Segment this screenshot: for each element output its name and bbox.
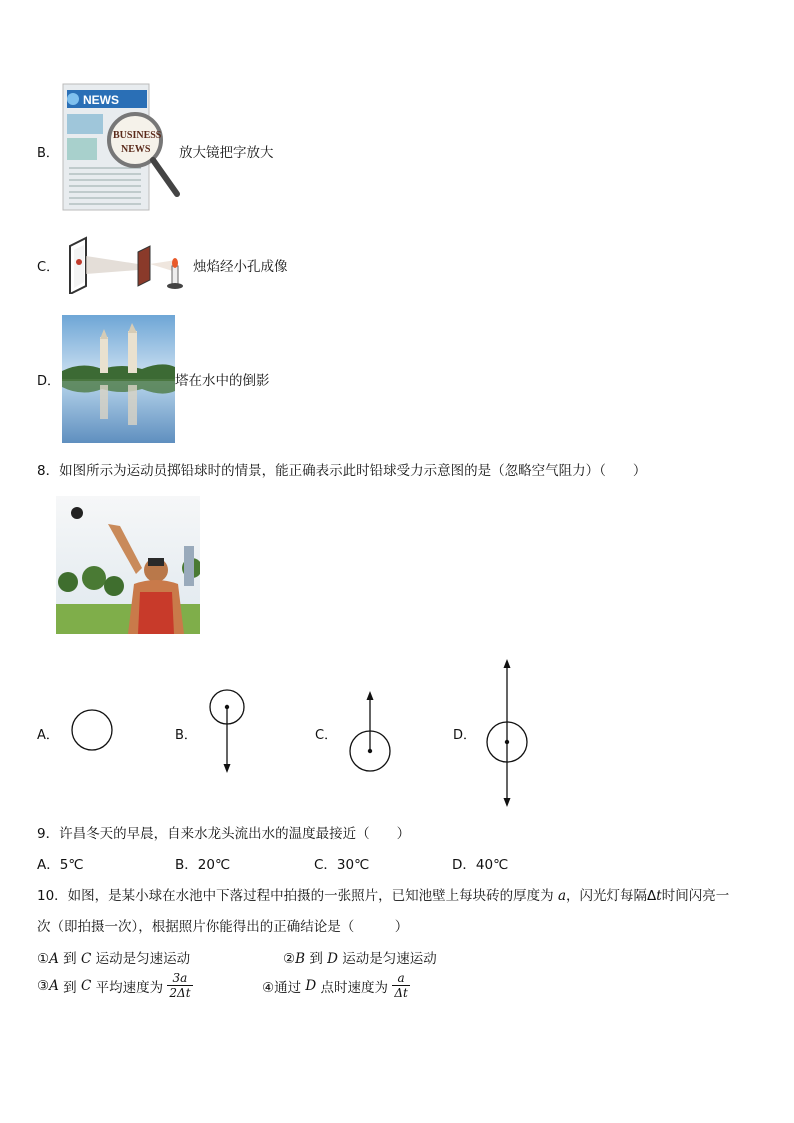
news-logo-text: NEWS [83,93,119,107]
q8-option-a-letter: A． [37,728,59,743]
option-c-letter: C． [37,260,60,275]
q10-statement-1: ①A 到 C 运动是匀速运动 [37,951,191,967]
q9-option-a: A．5℃ [37,857,84,873]
pagoda-reflection-image [62,315,175,443]
news-magnified-text: NEWS [121,144,151,155]
option-c-text: 烛焰经小孔成像 [193,259,288,275]
option-d-text: 塔在水中的倒影 [175,373,270,389]
q8-option-d-letter: D． [453,728,477,743]
option-d-letter: D． [37,374,61,389]
q8-option-c-letter: C． [315,728,338,743]
pinhole-camera-image [66,236,192,294]
q10-statement-4: ④通过 D 点时速度为 $\frac{a}{\Delta t}$ [262,971,408,1001]
q10-stem-line2: 次（即拍摄一次），根据照片你能得出的正确结论是（ ） [37,919,409,935]
q10-statement-3: ③A 到 C 平均速度为 $\frac{3a}{2\Delta t}$ [37,971,191,1001]
q8-option-d-diagram [484,655,532,811]
business-text: BUSINESS [113,130,162,141]
q8-option-b-letter: B． [175,728,197,743]
q9-stem: 9．许昌冬天的早晨，自来水龙头流出水的温度最接近（ ） [37,826,411,842]
q8-option-c-diagram [347,687,395,775]
q9-option-b: B．20℃ [175,857,231,873]
q8-option-b-diagram [205,687,249,777]
var-t: t [656,888,662,904]
q8-stem: 8．如图所示为运动员掷铅球时的情景，能正确表示此时铅球受力示意图的是（忽略空气阻力）（ ） [37,463,647,479]
q9-option-d: D．40℃ [452,857,509,873]
q10-stem-line1: 10．如图，是某小球在水池中下落过程中拍摄的一张照片，已知池壁上每块砖的厚度为 a，闪光灯每隔Δt时间闪亮一 [37,888,730,904]
q10-statement-2: ②B 到 D 运动是匀速运动 [283,951,437,967]
var-a: a [557,888,567,904]
q9-option-c: C．30℃ [314,857,370,873]
fraction-3a-over-2dt: $\frac{3a}{2\Delta t}$ [169,971,191,1001]
fraction-a-over-dt: $\frac{a}{\Delta t}$ [394,971,408,1001]
q8-option-a-diagram [68,707,118,753]
shot-put-athlete-image [56,496,200,634]
option-b-text: 放大镜把字放大 [179,145,274,161]
magnifier-news-image [61,82,181,212]
option-b-letter: B． [37,146,59,161]
